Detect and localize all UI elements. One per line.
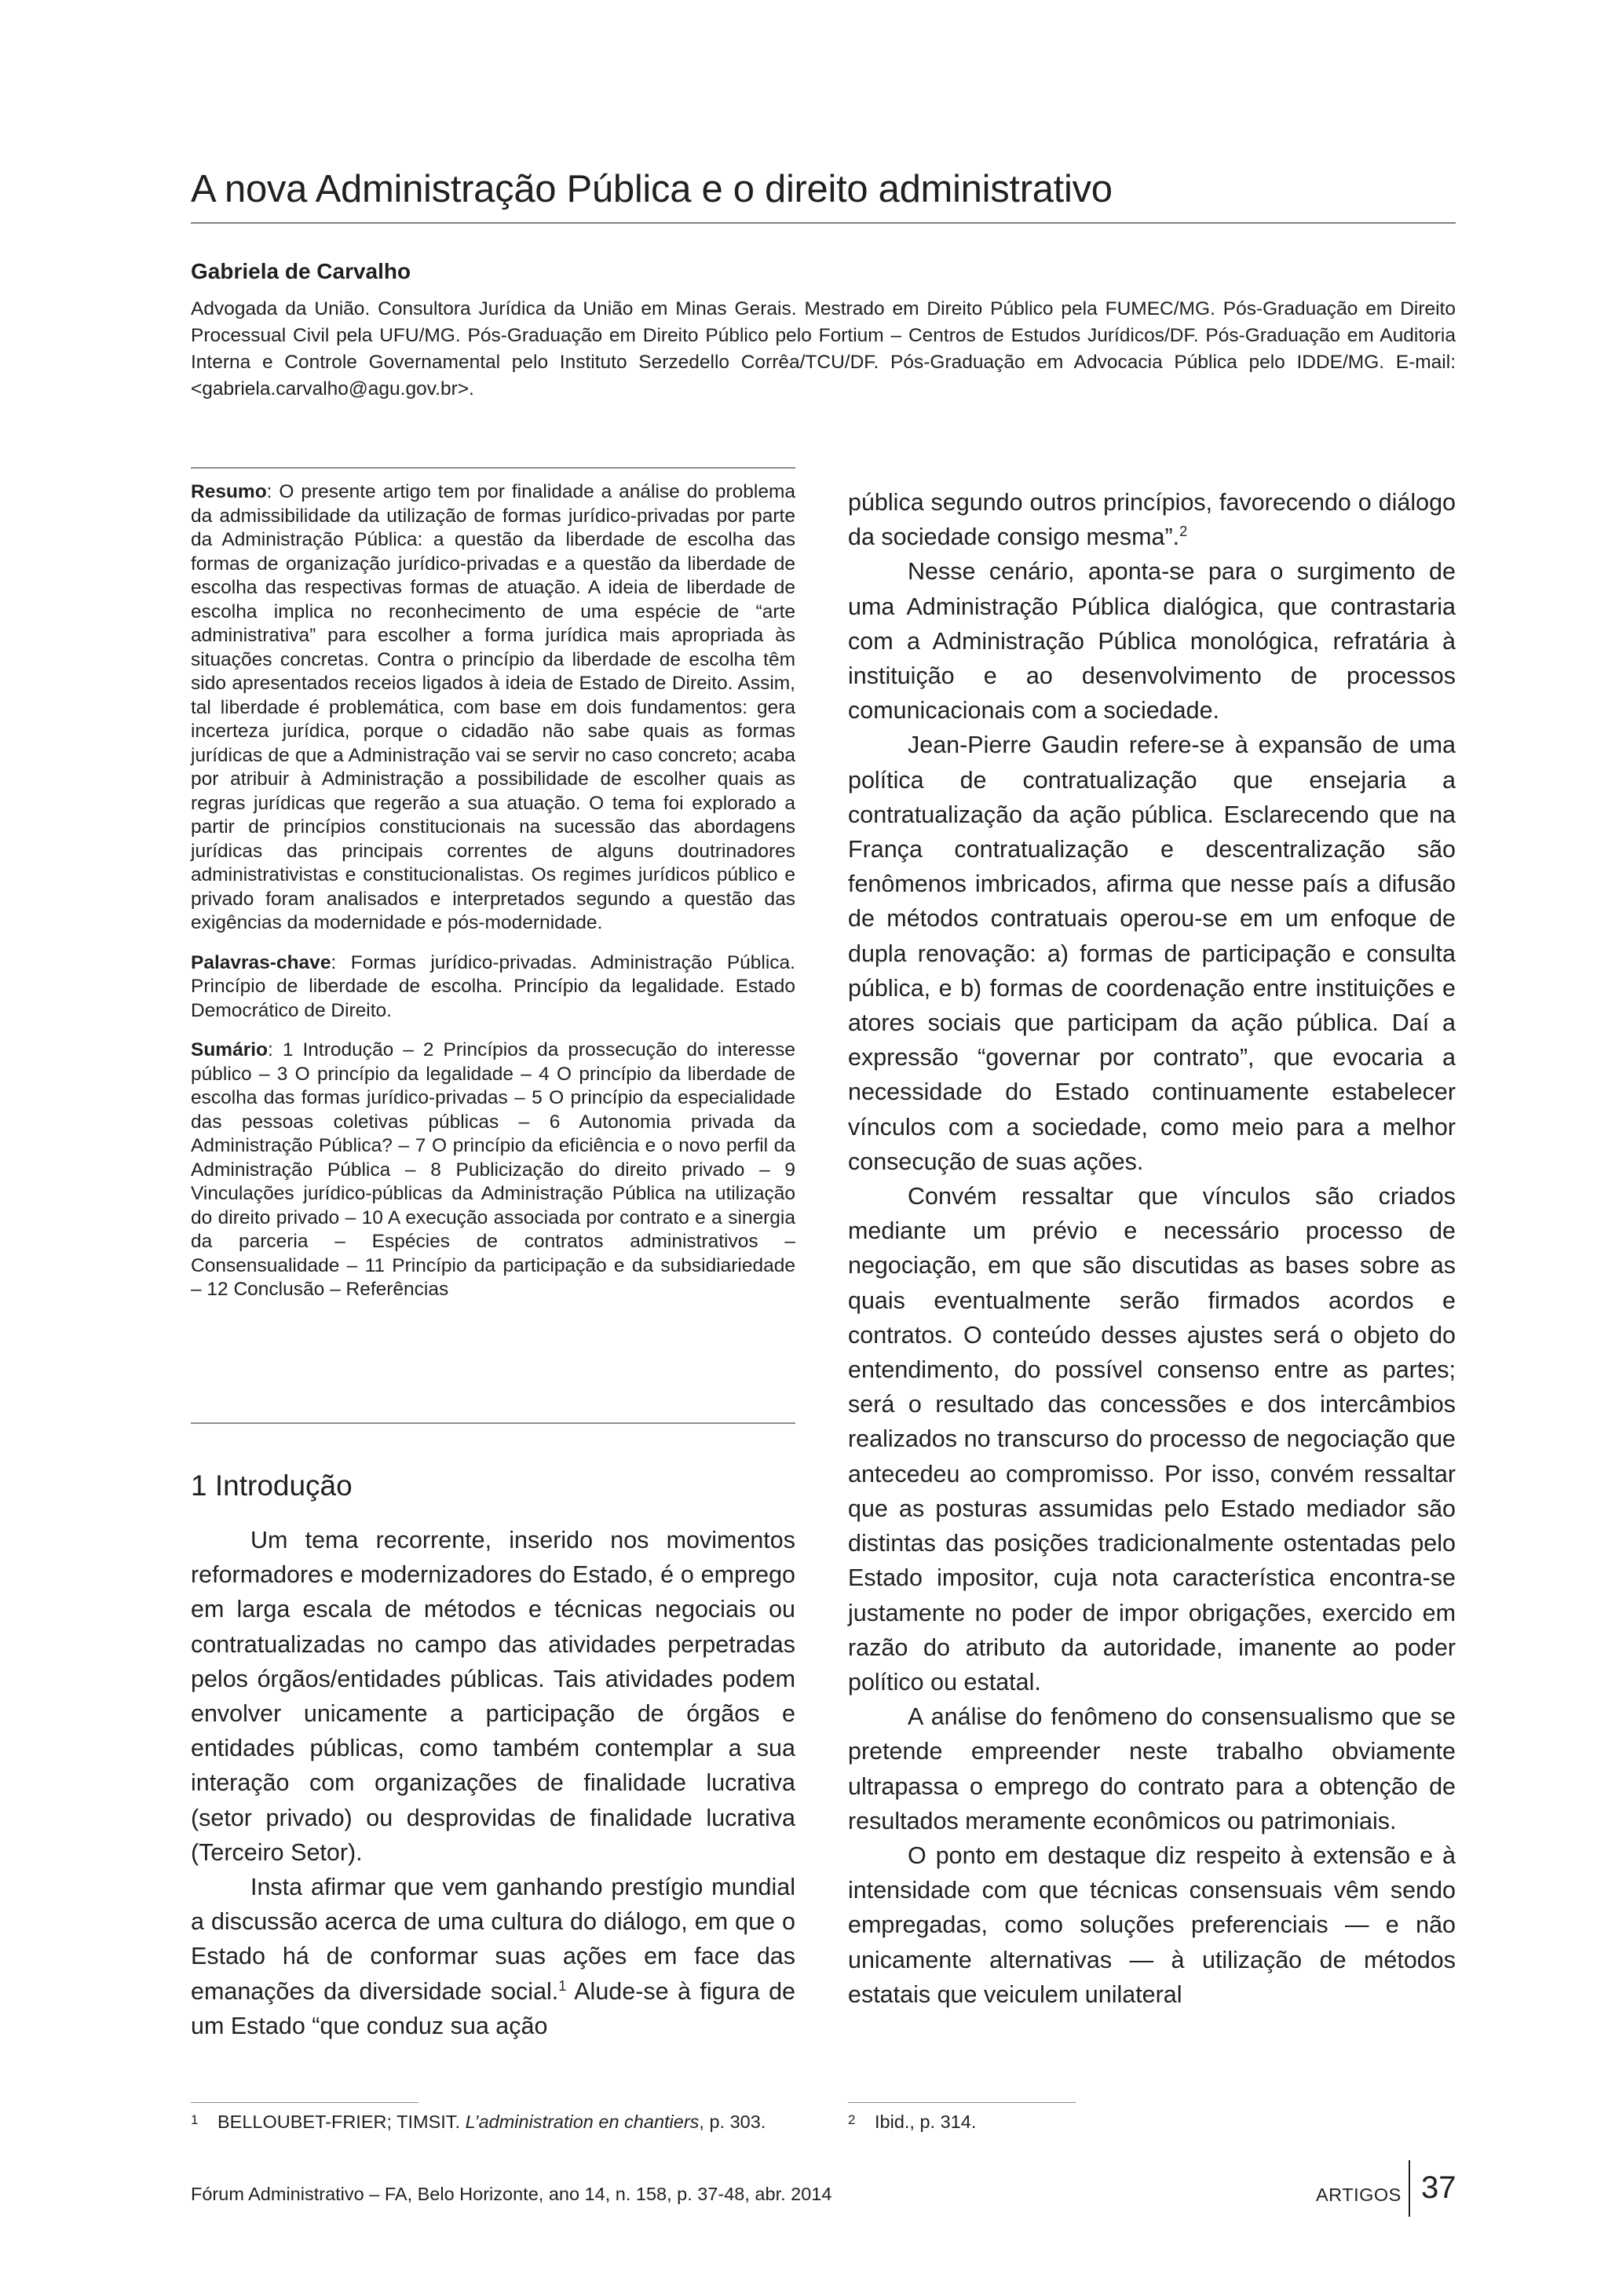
intro-paragraph-2-text: Insta afirmar que vem ganhando prestígio mundial a discussão acerca de uma cultura do diálogo, em que o Estado há de conformar suas ações em face das emanações da diversidade social. — [191, 1874, 795, 2005]
abstract-bottom-divider — [191, 1422, 795, 1424]
right-paragraph-2: Jean-Pierre Gaudin refere-se à expansão de uma política de contratualização que ensejaria a contratualização da ação pública. Esclarecendo que na França contratualização e descentralização são fenômenos imbricados, afirma que nesse país a difusão de métodos contratuais operou-se em um enfoque de dupla renovação: a) formas de participação e consulta pública, e b) formas de coordenação entre instituições e atores sociais que participam da ação pública. Daí a expressão “governar por contrato”, que evocaria a necessidade do Estado continuamente estabelecer vínculos com a sociedade, como meio para a melhor consecução de suas ações. — [848, 732, 1456, 1175]
intro-paragraph-1: Um tema recorrente, inserido nos movimentos reformadores e modernizadores do Estado, é o emprego em larga escala de métodos e técnicas negociais ou contratualizadas no campo das atividades perpetradas pelos órgãos/entidades públicas. Tais atividades podem envolver unicamente a participação de órgãos e entidades públicas, como também contemplar a sua interação com organizações de finalidade lucrativa (setor privado) ou desprovidas de finalidade lucrativa (Terceiro Setor). — [191, 1527, 795, 1866]
footnote-ref-1[interactable]: 1 — [558, 1977, 567, 1994]
right-paragraph-3: Convém ressaltar que vínculos são criados mediante um prévio e necessário processo de negociação, em que são discutidas as bases sobre as quais eventualmente serão firmados acordos e contratos. O conteúdo desses ajustes será o objeto do entendimento, do possível consenso entre as partes; será o resultado das concessões e dos intercâmbios realizados no transcurso do processo de negociação que antecedeu ao compromisso. Por isso, convém ressaltar que as posturas assumidas pelo Estado mediador são distintas das posições tradicionalmente ostentadas pelo Estado impositor, cuja nota característica encontra-se justamente no poder de impor obrigações, exercido em razão do atributo da autoridade, imanente ao poder político ou estatal. — [848, 1183, 1456, 1696]
article-title: A nova Administração Pública e o direito administrativo — [191, 168, 1113, 210]
footnote-1-number: 1 — [191, 2112, 199, 2127]
footnote-divider-left — [191, 2102, 418, 2103]
section-label: ARTIGOS — [1316, 2185, 1402, 2205]
author-affiliation: Advogada da União. Consultora Jurídica da União em Minas Gerais. Mestrado em Direito Público pela FUMEC/MG. Pós-Graduação em Direito Processual Civil pela UFU/MG. Pós-Graduação em Direito Público pelo Fortium – Centros de Estudos Jurídicos/DF. Pós-Graduação em Auditoria Interna e Controle Governamental pelo Instituto Serzedello Corrêa/TCU/DF. Pós-Graduação em Advocacia Pública pelo IDDE/MG. E-mail: <gabriela.carvalho@agu.gov.br>. — [191, 298, 1456, 400]
keywords-label: Palavras-chave — [191, 951, 331, 973]
right-paragraph-4: A análise do fenômeno do consensualismo que se pretende empreender neste trabalho obviamente ultrapassa o emprego do contrato para a obtenção de resultados meramente econômicos ou patrimoniais. — [848, 1703, 1456, 1834]
summary — [191, 1038, 795, 1302]
right-paragraph-5: O ponto em destaque diz respeito à extensão e à intensidade com que técnicas consensuais vêm sendo empregadas, como soluções preferenciais — e não unicamente alternativas — à utilização de métodos estatais que veiculem unilateral — [848, 1842, 1456, 2008]
footnote-1 — [191, 2112, 766, 2133]
left-column-body — [191, 1523, 795, 2043]
intro-paragraph-2 — [191, 1870, 795, 2043]
right-column-body — [848, 485, 1456, 2012]
abstract-label: Resumo — [191, 481, 267, 502]
summary-text: : 1 Introdução – 2 Princípios da prossecução do interesse público – 3 O princípio da legalidade – 4 O princípio da liberdade de escolha das formas jurídico-privadas – 5 O princípio da especialidade das pessoas coletivas públicas – 6 Autonomia privada da Administração Pública? – 7 O princípio da eficiência e o novo perfil da Administração Pública – 8 Publicização do direito privado – 9 Vinculações jurídico-públicas da Administração Pública na utilização do direito privado – 10 A execução associada por contrato e a sinergia da parceria – Espécies de contratos administrativos – Consensualidade – 11 Princípio da participação e da subsidiariedade – 12 Conclusão – Referências — [191, 1039, 795, 1300]
footnote-2 — [848, 2112, 976, 2133]
footnote-2-number: 2 — [848, 2112, 856, 2127]
footnote-1-work-title: L’administration en chantiers — [465, 2112, 700, 2132]
journal-citation: Fórum Administrativo – FA, Belo Horizonte, ano 14, n. 158, p. 37-48, abr. 2014 — [191, 2184, 832, 2204]
abstract — [191, 480, 795, 936]
section-heading-introduction: 1 Introdução — [191, 1469, 353, 1502]
keywords-text: : Formas jurídico-privadas. Administração Pública. Princípio de liberdade de escolha. Princípio da legalidade. Estado Democrático de Direito. — [191, 951, 795, 1021]
page-number-divider — [1409, 2160, 1410, 2217]
footnote-ref-2[interactable]: 2 — [1179, 523, 1188, 540]
footnote-1-authors: BELLOUBET-FRIER; TIMSIT. — [217, 2112, 466, 2132]
abstract-block — [191, 480, 795, 1318]
footnote-2-text: Ibid., p. 314. — [875, 2112, 977, 2132]
right-paragraph-continued-text: pública segundo outros princípios, favorecendo o diálogo da sociedade consigo mesma”. — [848, 489, 1456, 551]
author-name: Gabriela de Carvalho — [191, 259, 411, 283]
summary-label: Sumário — [191, 1039, 269, 1060]
abstract-top-divider — [191, 467, 795, 469]
keywords — [191, 951, 795, 1024]
title-divider — [191, 222, 1456, 224]
page-number: 37 — [1421, 2170, 1456, 2205]
right-paragraph-continued — [848, 485, 1456, 554]
intro-paragraph-2-tail: Alude-se à figura de um Estado “que conduz sua ação — [191, 1977, 795, 2039]
footnote-1-page: , p. 303. — [699, 2112, 766, 2132]
right-paragraph-1: Nesse cenário, aponta-se para o surgimento de uma Administração Pública dialógica, que contrastaria com a Administração Pública monológica, refratária à instituição e ao desenvolvimento de processos comunicacionais com a sociedade. — [848, 558, 1456, 725]
footnote-divider-right — [848, 2102, 1076, 2103]
abstract-text: : O presente artigo tem por finalidade a análise do problema da admissibilidade da utilização de formas jurídico-privadas por parte da Administração Pública: a questão da liberdade de escolha das formas de organização jurídico-privadas e a questão da liberdade de escolha das respectivas formas de atuação. A ideia de liberdade de escolha implica no reconhecimento de uma espécie de “arte administrativa” para escolher a forma jurídica mais apropriada às situações concretas. Contra o princípio da liberdade de escolha têm sido apresentados receios ligados à ideia de Estado de Direito. Assim, tal liberdade é problemática, com base em dois fundamentos: gera incerteza jurídica, porque o cidadão não sabe quais as formas jurídicas de que a Administração vai se servir no caso concreto; acaba por atribuir à Administração a possibilidade de escolher quais as regras jurídicas que regerão a sua atuação. O tema foi explorado a partir de princípios constitucionais na sucessão das abordagens jurídicas das principais correntes de alguns doutrinadores administrativistas e constitucionalistas. Os regimes jurídicos público e privado foram analisados e interpretados segundo a questão das exigências da modernidade e pós-modernidade. — [191, 481, 795, 933]
